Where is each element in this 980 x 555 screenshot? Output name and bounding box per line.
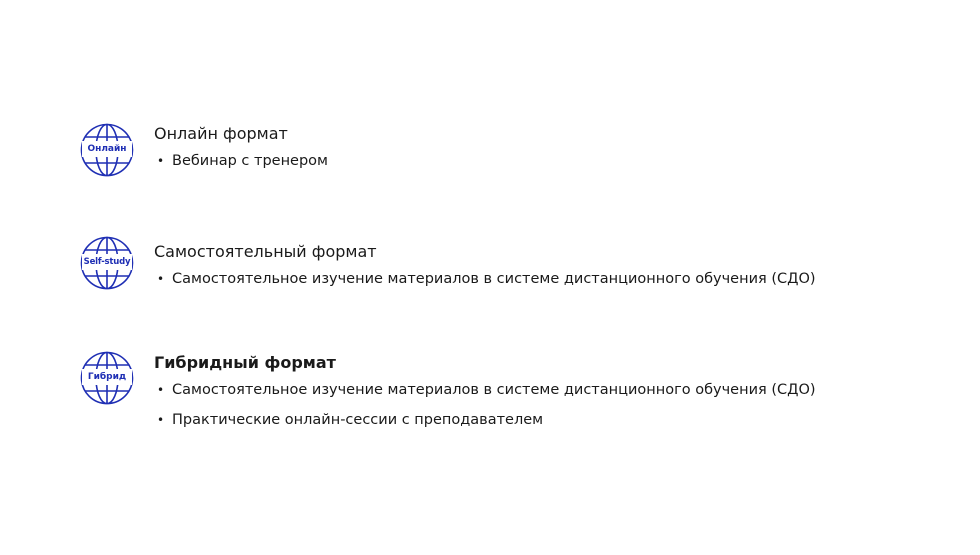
globe-icon xyxy=(80,351,134,405)
globe-badge-label: Self-study xyxy=(82,254,132,270)
format-bullet-list xyxy=(154,269,816,289)
globe-icon xyxy=(80,236,134,290)
list-item: • Самостоятельное изучение материалов в системе дистанционного обучения (СДО) xyxy=(154,380,816,400)
list-item: • Практические онлайн-сессии с преподавателем xyxy=(154,410,816,430)
globe-badge-label: Гибрид xyxy=(82,369,132,385)
format-bullet-list xyxy=(154,151,328,171)
format-title: Онлайн формат xyxy=(154,124,288,143)
format-title: Самостоятельный формат xyxy=(154,242,377,261)
list-item: • Самостоятельное изучение материалов в системе дистанционного обучения (СДО) xyxy=(154,269,816,289)
format-bullet-list xyxy=(154,380,816,430)
globe-badge-label: Онлайн xyxy=(82,141,132,157)
list-item: • Вебинар с тренером xyxy=(154,151,328,171)
globe-icon xyxy=(80,123,134,177)
format-title: Гибридный формат xyxy=(154,353,336,372)
